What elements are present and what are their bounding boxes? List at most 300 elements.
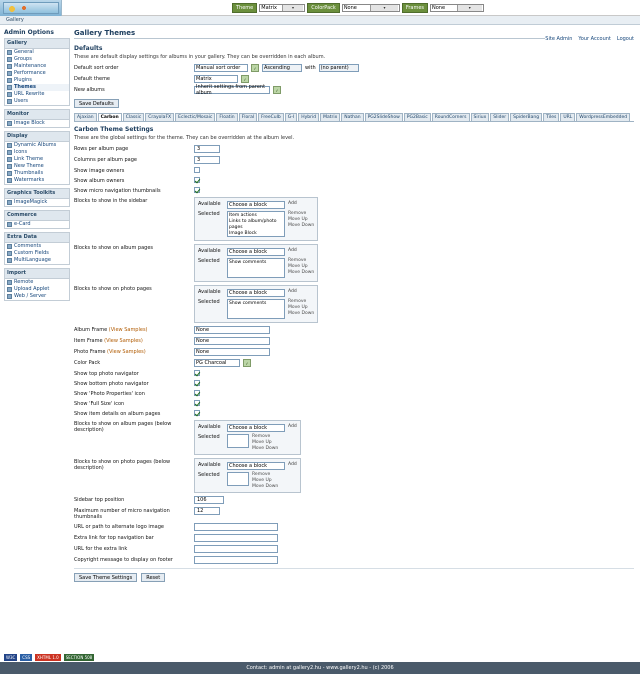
move-down-button[interactable]: Move Down [252, 484, 279, 489]
blocks-sidebar-label: Blocks to show in the sidebar [74, 198, 148, 204]
sidebar-item-imagemagick[interactable] [5, 199, 69, 206]
sidebar-group-commerce [4, 210, 70, 229]
user-icon [7, 99, 12, 104]
available-block-select[interactable] [227, 248, 285, 256]
show-item-details-label: Show item details on album pages [74, 411, 161, 417]
breadcrumb-gallery[interactable]: Gallery [6, 17, 24, 23]
server-icon [7, 294, 12, 299]
default-theme-select[interactable] [194, 75, 238, 83]
available-block-select[interactable] [227, 424, 285, 432]
sidebar-item-groups[interactable] [5, 56, 69, 63]
show-photo-properties-icon-checkbox[interactable] [194, 390, 200, 396]
sidebar-group-label: Commerce [5, 211, 69, 221]
plus-icon [7, 164, 12, 169]
row-show-full-size-icon [74, 400, 634, 407]
selected-blocks-list[interactable] [227, 299, 285, 319]
row-blocks-photo-below-desc [74, 458, 634, 493]
color-pack-apply-button[interactable]: ✓ [243, 359, 251, 367]
sidebar-group-label: Import [5, 269, 69, 279]
tab-ajaxian[interactable]: Ajaxian [74, 113, 97, 121]
available-label: Available [198, 424, 221, 430]
link-your-account[interactable]: Your Account [578, 36, 611, 42]
sidebar-item-label: Web / Server [14, 293, 47, 299]
sidebar-group-label: Monitor [5, 110, 69, 120]
sidebar-title: Admin Options [4, 29, 54, 36]
tab-wordpressembedded[interactable]: WordpressEmbedded [576, 113, 630, 121]
gauge-icon [7, 71, 12, 76]
footer [0, 662, 640, 674]
tab-crayolafx[interactable]: CrayolaFX [145, 113, 174, 121]
selected-blocks-list[interactable] [227, 258, 285, 278]
sidebar-item-label: Groups [14, 56, 32, 62]
top-bar [0, 0, 640, 16]
tab-hybrid[interactable]: Hybrid [298, 113, 319, 121]
remove-block-button[interactable]: Remove [252, 434, 271, 439]
extra-link-url-input[interactable] [194, 545, 278, 553]
sidebar-item-icons[interactable] [5, 149, 69, 156]
album-frame-value: None [196, 327, 210, 333]
sidebar-item-image-block[interactable] [5, 120, 69, 127]
sidebar-group-extra-data [4, 232, 70, 265]
sidebar-item-label: Comments [14, 243, 42, 249]
link-logout[interactable]: Logout [616, 36, 634, 42]
theme-settings-heading: Carbon Theme Settings [74, 126, 154, 133]
remove-block-button[interactable]: Remove [288, 299, 307, 304]
reset-button[interactable]: Reset [141, 573, 165, 582]
sidebar-item-performance[interactable] [5, 70, 69, 77]
list-item[interactable]: Image Block [229, 231, 257, 236]
new-albums-apply-button[interactable]: ✓ [273, 86, 281, 94]
theme-preview-selectors [232, 3, 484, 13]
photo-frame-samples-link[interactable]: (View Samples) [107, 349, 146, 355]
show-photo-properties-icon-label: Show 'Photo Properties' icon [74, 391, 145, 397]
show-album-owners-checkbox[interactable] [194, 177, 200, 183]
show-full-size-icon-checkbox[interactable] [194, 400, 200, 406]
watermark-icon [7, 178, 12, 183]
row-extra-link [74, 534, 634, 542]
color-pack-select[interactable] [194, 359, 240, 367]
default-sort-order-select[interactable] [194, 64, 248, 72]
row-photo-frame [74, 348, 634, 356]
copyright-message-label: Copyright message to display on footer [74, 557, 173, 563]
move-down-button[interactable]: Move Down [252, 446, 279, 451]
tab-url[interactable]: URL [560, 113, 575, 121]
frames-select[interactable] [430, 4, 484, 12]
users-icon [7, 57, 12, 62]
gear-icon [7, 50, 12, 55]
breadcrumb[interactable] [0, 16, 640, 25]
sort-parent-select[interactable] [319, 64, 359, 72]
photo-frame-label [74, 348, 194, 355]
show-top-photo-navigator-label: Show top photo navigator [74, 371, 139, 377]
row-sidebar-top-position [74, 496, 634, 504]
selected-label: Selected [198, 434, 220, 440]
sidebar-item-label: Custom Fields [14, 250, 49, 256]
save-theme-settings-button[interactable]: Save Theme Settings [74, 573, 137, 582]
row-new-albums [74, 86, 634, 94]
show-image-owners-checkbox[interactable] [194, 167, 200, 173]
tab-roundcorners[interactable]: RoundCorners [432, 113, 470, 121]
colorpack-select[interactable] [342, 4, 400, 12]
color-pack-value: PG Charcoal [196, 360, 227, 366]
sidebar-group-gallery [4, 38, 70, 106]
tab-siriux[interactable]: Siriux [471, 113, 490, 121]
photo-frame-select[interactable] [194, 348, 270, 356]
move-up-button[interactable]: Move Up [288, 264, 308, 269]
max-micro-nav-thumbs-input[interactable] [194, 507, 220, 515]
columns-per-album-page-label: Columns per album page [74, 157, 137, 163]
theme-settings-description: These are the global settings for the theme. They can be overridden at the album level. [74, 135, 295, 141]
default-theme-label: Default theme [74, 76, 111, 82]
sidebar-item-label: Image Block [14, 120, 45, 126]
move-down-button[interactable]: Move Down [288, 270, 315, 275]
remove-block-button[interactable]: Remove [288, 258, 307, 263]
row-show-top-photo-navigator [74, 370, 634, 377]
theme-select-label: Theme [232, 3, 257, 13]
album-frame-label [74, 326, 194, 333]
theme-select-value: Matrix [261, 4, 277, 11]
list-item[interactable]: Item actions [229, 213, 257, 218]
sidebar-item-label: Upload Applet [14, 286, 50, 292]
move-up-button[interactable]: Move Up [288, 217, 308, 222]
page-title: Gallery Themes [74, 29, 545, 39]
sort-direction-value: Ascending [264, 65, 290, 71]
show-full-size-icon-label: Show 'Full Size' icon [74, 401, 125, 407]
tab-floral[interactable]: Floral [239, 113, 257, 121]
sidebar-item-maintenance[interactable] [5, 63, 69, 70]
alt-logo-url-input[interactable] [194, 523, 278, 531]
chevron-down-icon: ▾ [282, 5, 304, 11]
sidebar-item-label: Link Theme [14, 156, 44, 162]
item-frame-label [74, 337, 194, 344]
row-album-frame [74, 326, 634, 334]
row-rows-per-album-page [74, 145, 634, 153]
tab-slider[interactable]: Slider [490, 113, 509, 121]
theme-select[interactable] [259, 4, 305, 12]
sidebar-group-graphics-toolkits [4, 188, 70, 207]
blocks-photo-below-desc-label: Blocks to show on photo pages (below description) [74, 459, 171, 471]
sidebar-item-label: Performance [14, 70, 46, 76]
comment-icon [7, 244, 12, 249]
tab-matrix[interactable]: Matrix [320, 113, 340, 121]
selected-label: Selected [198, 211, 220, 217]
copyright-message-input[interactable] [194, 556, 278, 564]
show-bottom-photo-navigator-checkbox[interactable] [194, 380, 200, 386]
sidebar-item-link-theme[interactable] [5, 156, 69, 163]
row-show-album-owners [74, 177, 634, 184]
link-site-admin[interactable]: Site Admin [545, 36, 573, 42]
sidebar-item-url-rewrite[interactable] [5, 91, 69, 98]
colorpack-select-label: ColorPack [307, 3, 340, 13]
item-frame-select[interactable] [194, 337, 270, 345]
available-block-select[interactable] [227, 289, 285, 297]
add-block-button[interactable]: Add [288, 248, 297, 253]
sidebar-item-label: Users [14, 98, 29, 104]
add-block-button[interactable]: Add [288, 201, 297, 206]
palette-icon [7, 85, 12, 90]
show-bottom-photo-navigator-label: Show bottom photo navigator [74, 381, 149, 387]
default-sort-order-label: Default sort order [74, 65, 119, 71]
divider [74, 568, 634, 569]
tab-spiderbang[interactable]: SpiderBang [510, 113, 542, 121]
save-defaults-button[interactable]: Save Defaults [74, 99, 119, 108]
selected-blocks-list[interactable] [227, 434, 249, 448]
sidebar-item-label: Remote [14, 279, 34, 285]
header-links [545, 36, 634, 42]
sidebar-item-e-card[interactable] [5, 221, 69, 228]
selected-blocks-list[interactable] [227, 211, 285, 237]
sort-order-apply-button[interactable]: ✓ [251, 64, 259, 72]
available-label: Available [198, 248, 221, 254]
blocks-photo-below-desc-picker [194, 458, 301, 493]
available-block-value: Choose a block [229, 249, 267, 255]
new-albums-label: New albums [74, 87, 105, 93]
tab-carbon[interactable]: Carbon [98, 113, 122, 121]
list-item[interactable]: Links to album/photo pages [229, 219, 277, 230]
xhtml-badge[interactable]: XHTML 1.0 [37, 654, 59, 660]
sidebar-item-label: Watermarks [14, 177, 45, 183]
show-image-owners-label: Show image owners [74, 168, 125, 174]
sidebar-item-upload-applet[interactable] [5, 286, 69, 293]
row-show-micro-nav-thumbs [74, 187, 634, 194]
list-item[interactable]: Show comments [229, 260, 267, 265]
show-album-owners-label: Show album owners [74, 178, 125, 184]
blocks-photo-pages-label: Blocks to show on photo pages [74, 286, 152, 292]
frames-select-label: Frames [402, 3, 428, 13]
sidebar-top-position-label: Sidebar top position [74, 497, 125, 503]
main-content [72, 25, 640, 590]
selected-label: Selected [198, 299, 220, 305]
wrench-icon [7, 64, 12, 69]
plug-icon [7, 78, 12, 83]
sidebar-group-import [4, 268, 70, 301]
sidebar-item-label: General [14, 49, 34, 55]
sort-direction-select[interactable] [262, 64, 302, 72]
available-block-value: Choose a block [229, 425, 267, 431]
footer-text: Contact: admin at gallery2.hu - www.gallery2.hu - (c) 2006 [246, 665, 394, 671]
blocks-album-below-desc-picker [194, 420, 301, 455]
icons-icon [7, 150, 12, 155]
item-frame-samples-link[interactable]: (View Samples) [104, 338, 143, 344]
sidebar-item-web-server[interactable] [5, 293, 69, 300]
row-blocks-photo-pages [74, 285, 634, 323]
rows-per-album-page-label: Rows per album page [74, 146, 129, 152]
default-theme-value: Matrix [196, 76, 212, 82]
blocks-album-below-desc-label: Blocks to show on album pages (below description) [74, 421, 172, 433]
sidebar-item-comments[interactable] [5, 243, 69, 250]
available-block-select[interactable] [227, 462, 285, 470]
blocks-album-pages-picker [194, 244, 318, 282]
frames-select-value: None [432, 4, 446, 11]
tab-tiles[interactable]: Tiles [543, 113, 559, 121]
row-alt-logo-url [74, 523, 634, 531]
sidebar-group-label: Display [5, 132, 69, 142]
item-frame-text: Item Frame [74, 338, 103, 344]
sidebar-top-position-input[interactable] [194, 496, 224, 504]
body [0, 25, 640, 590]
sidebar-item-users[interactable] [5, 98, 69, 105]
row-copyright-message [74, 556, 634, 564]
blocks-album-pages-label: Blocks to show on album pages [74, 245, 154, 251]
tab-classic[interactable]: Classic [123, 113, 145, 121]
album-frame-samples-link[interactable]: (View Samples) [108, 327, 148, 333]
show-item-details-checkbox[interactable] [194, 410, 200, 416]
photo-frame-value: None [196, 349, 210, 355]
album-frame-text: Album Frame [74, 327, 108, 333]
blocks-sidebar-picker [194, 197, 318, 241]
default-theme-apply-button[interactable]: ✓ [241, 75, 249, 83]
row-blocks-sidebar [74, 197, 634, 241]
sidebar-item-label: Themes [14, 84, 36, 90]
chevron-down-icon: ▾ [370, 5, 398, 11]
sidebar-item-label: Dynamic Albums [14, 142, 57, 148]
available-block-value: Choose a block [229, 463, 267, 469]
sidebar-item-label: Maintenance [14, 63, 47, 69]
sidebar-group-label: Gallery [5, 39, 69, 49]
sidebar-item-label: e-Card [14, 221, 31, 227]
remove-block-button[interactable]: Remove [252, 472, 271, 477]
new-albums-select[interactable] [194, 86, 270, 94]
sidebar-item-multilanguage[interactable] [5, 257, 69, 264]
move-down-button[interactable]: Move Down [288, 311, 315, 316]
available-label: Available [198, 289, 221, 295]
tab-eclectic-mosaic[interactable]: Eclectic/Mosaic [175, 113, 215, 121]
sidebar-item-label: Plugins [14, 77, 32, 83]
item-frame-value: None [196, 338, 210, 344]
sidebar-item-plugins[interactable] [5, 77, 69, 84]
sidebar-item-themes[interactable] [5, 84, 69, 91]
defaults-heading: Defaults [74, 45, 103, 52]
show-top-photo-navigator-checkbox[interactable] [194, 370, 200, 376]
card-icon [7, 222, 12, 227]
columns-per-album-page-input[interactable] [194, 156, 220, 164]
add-block-button[interactable]: Add [288, 462, 297, 467]
available-block-value: Choose a block [229, 290, 267, 296]
row-default-sort-order [74, 64, 634, 72]
add-block-button[interactable]: Add [288, 424, 297, 429]
max-micro-nav-thumbs-label: Maximum number of micro navigation thumbnails [74, 508, 170, 520]
tab-nathan[interactable]: Nathan [341, 113, 363, 121]
sidebar-item-label: ImageMagick [14, 199, 48, 205]
list-item[interactable]: Show comments [229, 301, 267, 306]
tab-pg2slideshow[interactable]: PG2SlideShow [365, 113, 403, 121]
row-max-micro-nav-thumbs [74, 507, 634, 520]
blocks-photo-pages-picker [194, 285, 318, 323]
sidebar-group-monitor [4, 109, 70, 128]
show-micro-navigation-thumbnails-label: Show micro navigation thumbnails [74, 188, 161, 194]
photo-frame-text: Photo Frame [74, 349, 106, 355]
sidebar-item-thumbnails[interactable] [5, 170, 69, 177]
row-show-bottom-photo-navigator [74, 380, 634, 387]
default-sort-order-value: Manual sort order [196, 65, 241, 71]
sidebar-item-custom-fields[interactable] [5, 250, 69, 257]
tab-freeculb[interactable]: FreeCulb [258, 113, 284, 121]
color-pack-label: Color Pack [74, 360, 101, 366]
show-micro-navigation-thumbnails-checkbox[interactable] [194, 187, 200, 193]
row-default-theme [74, 75, 634, 83]
sort-parent-value: (no parent) [320, 65, 349, 71]
fields-icon [7, 251, 12, 256]
sort-with-label: with [305, 65, 316, 71]
sidebar-item-general[interactable] [5, 49, 69, 56]
selected-label: Selected [198, 258, 220, 264]
link-icon [7, 92, 12, 97]
sidebar [0, 25, 72, 590]
remove-block-button[interactable]: Remove [288, 211, 307, 216]
available-block-value: Choose a block [229, 202, 267, 208]
alt-logo-url-label: URL or path to alternate logo image [74, 524, 164, 530]
section508-badge[interactable]: SECTION 508 [65, 654, 93, 660]
available-label: Available [198, 201, 221, 207]
magic-icon [7, 200, 12, 205]
sidebar-item-label: Thumbnails [14, 170, 44, 176]
row-blocks-album-below-desc [74, 420, 634, 455]
validation-badges [0, 652, 640, 662]
tab-pg2basic[interactable]: PG2Basic [404, 113, 431, 121]
row-columns-per-album-page [74, 156, 634, 164]
row-show-item-details [74, 410, 634, 417]
sidebar-item-dynamic-albums[interactable] [5, 142, 69, 149]
sidebar-item-label: Icons [14, 149, 28, 155]
thumbnails-icon [7, 171, 12, 176]
selected-blocks-list[interactable] [227, 472, 249, 486]
row-color-pack [74, 359, 634, 367]
available-label: Available [198, 462, 221, 468]
move-down-button[interactable]: Move Down [288, 223, 315, 228]
extra-link-label: Extra link for top navigation bar [74, 535, 154, 541]
add-block-button[interactable]: Add [288, 289, 297, 294]
colorpack-select-value: None [343, 4, 357, 11]
chevron-down-icon: ▾ [457, 5, 483, 11]
row-item-frame [74, 337, 634, 345]
gallery-logo-icon [0, 0, 62, 16]
sidebar-item-new-theme[interactable] [5, 163, 69, 170]
sidebar-group-label: Extra Data [5, 233, 69, 243]
sidebar-group-label: Graphics Toolkits [5, 189, 69, 199]
new-albums-value: Inherit settings from parent album [196, 84, 266, 96]
theme-tabs [74, 113, 634, 122]
albums-icon [7, 143, 12, 148]
tab-g-i[interactable]: G-I [285, 113, 297, 121]
sidebar-item-label: New Theme [14, 163, 44, 169]
row-show-image-owners [74, 167, 634, 174]
sidebar-item-remote[interactable] [5, 279, 69, 286]
row-extra-link-url [74, 545, 634, 553]
sidebar-group-display [4, 131, 70, 185]
sidebar-item-watermarks[interactable] [5, 177, 69, 184]
row-show-photo-properties-icon [74, 390, 634, 397]
w3c-badge[interactable]: W3C [6, 654, 16, 660]
move-up-button[interactable]: Move Up [252, 478, 272, 483]
defaults-description: These are default display settings for albums in your gallery. They can be overridden in each album. [74, 54, 326, 60]
rows-per-album-page-input[interactable] [194, 145, 220, 153]
tab-floatin[interactable]: Floatin [216, 113, 237, 121]
remote-icon [7, 280, 12, 285]
image-icon [7, 121, 12, 126]
row-blocks-album-pages [74, 244, 634, 282]
move-up-button[interactable]: Move Up [288, 305, 308, 310]
css-badge[interactable]: CSS [22, 654, 31, 660]
move-up-button[interactable]: Move Up [252, 440, 272, 445]
available-block-select[interactable] [227, 201, 285, 209]
album-frame-select[interactable] [194, 326, 270, 334]
extra-link-input[interactable] [194, 534, 278, 542]
globe-icon [7, 258, 12, 263]
extra-link-url-label: URL for the extra link [74, 546, 128, 552]
sidebar-item-label: MultiLanguage [14, 257, 51, 263]
selected-label: Selected [198, 472, 220, 478]
sidebar-item-label: URL Rewrite [14, 91, 45, 97]
